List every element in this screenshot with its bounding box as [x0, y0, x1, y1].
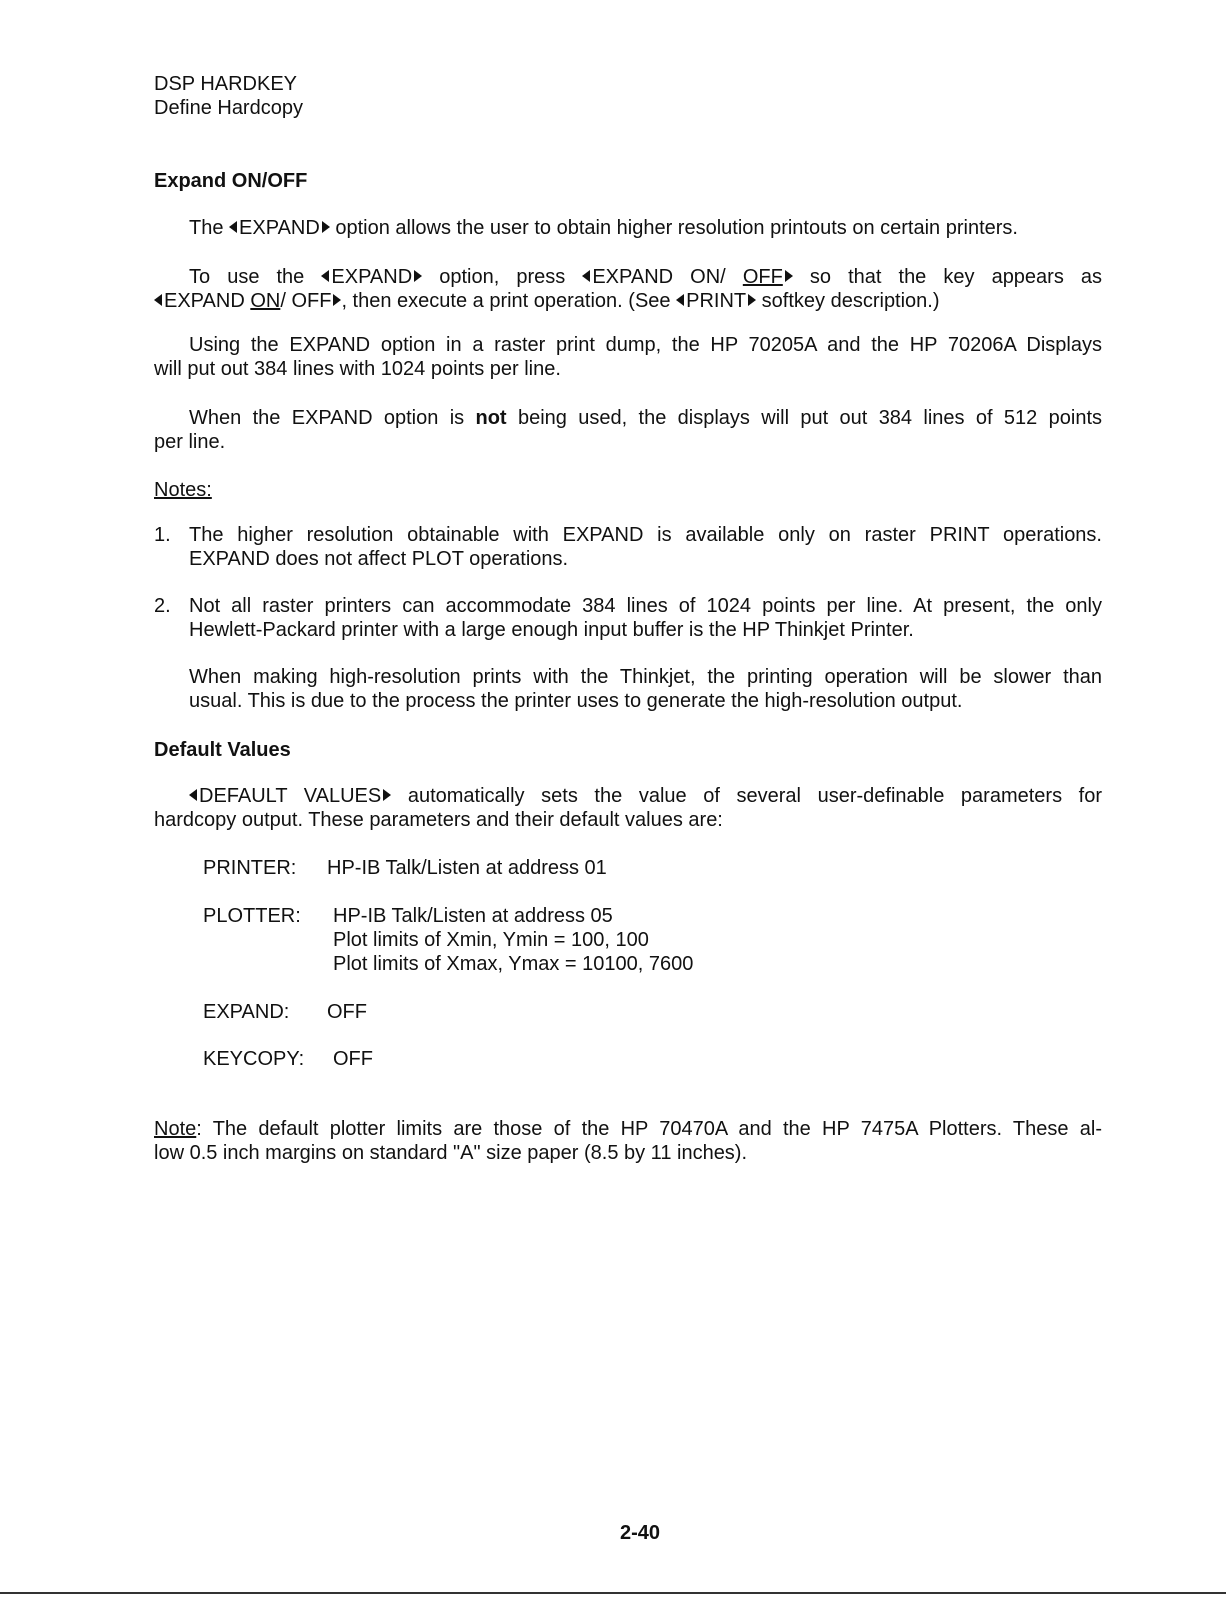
left-triangle-icon — [321, 270, 329, 282]
expand-label: EXPAND: — [203, 1001, 290, 1023]
right-triangle-icon — [748, 294, 756, 306]
page-bottom-rule — [0, 1592, 1226, 1594]
softkey-print: PRINT — [676, 290, 756, 312]
right-triangle-icon — [322, 221, 330, 233]
plotter-label: PLOTTER: — [203, 905, 301, 927]
note-label: Note — [154, 1118, 197, 1140]
left-triangle-icon — [189, 789, 197, 801]
right-triangle-icon — [785, 270, 793, 282]
softkey-expand-on: EXPAND ON/ OFF — [154, 290, 341, 312]
expand-paragraph-4: When the EXPAND option is not being used, the displays will put out 384 lines of 512 points per line. — [154, 407, 1102, 453]
softkey-expand-on-off: EXPAND ON/ OFF — [582, 266, 792, 288]
header-subsection: Define Hardcopy — [154, 97, 303, 119]
expand-paragraph-2 — [154, 265, 1102, 313]
expand-paragraph-1 — [189, 216, 1099, 240]
p1-text-post: option allows the user to obtain higher resolution printouts on certain printers. — [335, 217, 1018, 239]
note-2-number: 2. — [154, 595, 171, 617]
header-section: DSP HARDKEY — [154, 73, 298, 95]
p1-text-pre: The — [189, 217, 224, 239]
page-number: 2-40 — [619, 1522, 661, 1544]
printer-value: HP-IB Talk/Listen at address 01 — [327, 857, 607, 879]
softkey-expand: EXPAND — [229, 217, 330, 239]
note-2: 2. Not all raster printers can accommodate 384 lines of 1024 points per line. At present, the only Hewlett-Packard printer with a large enough input buffer is the HP Thinkjet Printer. — [154, 595, 1102, 641]
left-triangle-icon — [154, 294, 162, 306]
notes-label: Notes: — [154, 479, 212, 501]
p2-line-1: To use the EXPAND option, press EXPAND ON/ OFF so that the key appears as — [189, 266, 1103, 288]
expand-heading: Expand ON/OFF — [154, 170, 308, 192]
expand-paragraph-3: Using the EXPAND option in a raster print dump, the HP 70205A and the HP 70206A Displays will put out 384 lines with 1024 points per line. — [154, 334, 1102, 380]
left-triangle-icon — [582, 270, 590, 282]
softkey-default-values: DEFAULT VALUES — [189, 785, 391, 807]
left-triangle-icon — [676, 294, 684, 306]
softkey-expand: EXPAND — [321, 266, 422, 288]
default-values-paragraph: DEFAULT VALUES automatically sets the value of several user-definable parameters for hardcopy output. These parameters and their default values are: — [154, 785, 1103, 831]
running-header — [154, 72, 303, 120]
note-1: 1. The higher resolution obtainable with EXPAND is available only on raster PRINT operations. EXPAND does not affect PLOT operations. — [154, 524, 1102, 570]
keycopy-value: OFF — [333, 1048, 373, 1070]
p2-line-2: EXPAND ON/ OFF , then execute a print operation. (See PRINT softkey description.) — [154, 289, 1102, 313]
right-triangle-icon — [414, 270, 422, 282]
note-2-paragraph: When making high-resolution prints with the Thinkjet, the printing operation will be slower than usual. This is due to the process the printer uses to generate the high-resolution output. — [189, 666, 1102, 712]
right-triangle-icon — [383, 789, 391, 801]
expand-value: OFF — [327, 1001, 367, 1023]
printer-label: PRINTER: — [203, 857, 297, 879]
note-1-number: 1. — [154, 524, 171, 546]
plotter-values: HP-IB Talk/Listen at address 05 Plot limits of Xmin, Ymin = 100, 100 Plot limits of Xmax, Ymax = 10100, 7600 — [333, 905, 694, 975]
default-values-heading: Default Values — [154, 739, 291, 761]
left-triangle-icon — [229, 221, 237, 233]
keycopy-label: KEYCOPY: — [203, 1048, 305, 1070]
default-plotter-note: Note: The default plotter limits are those of the HP 70470A and the HP 7475A Plotters. These al- low 0.5 inch margins on standard "A" size paper (8.5 by 11 inches). — [154, 1118, 1102, 1164]
